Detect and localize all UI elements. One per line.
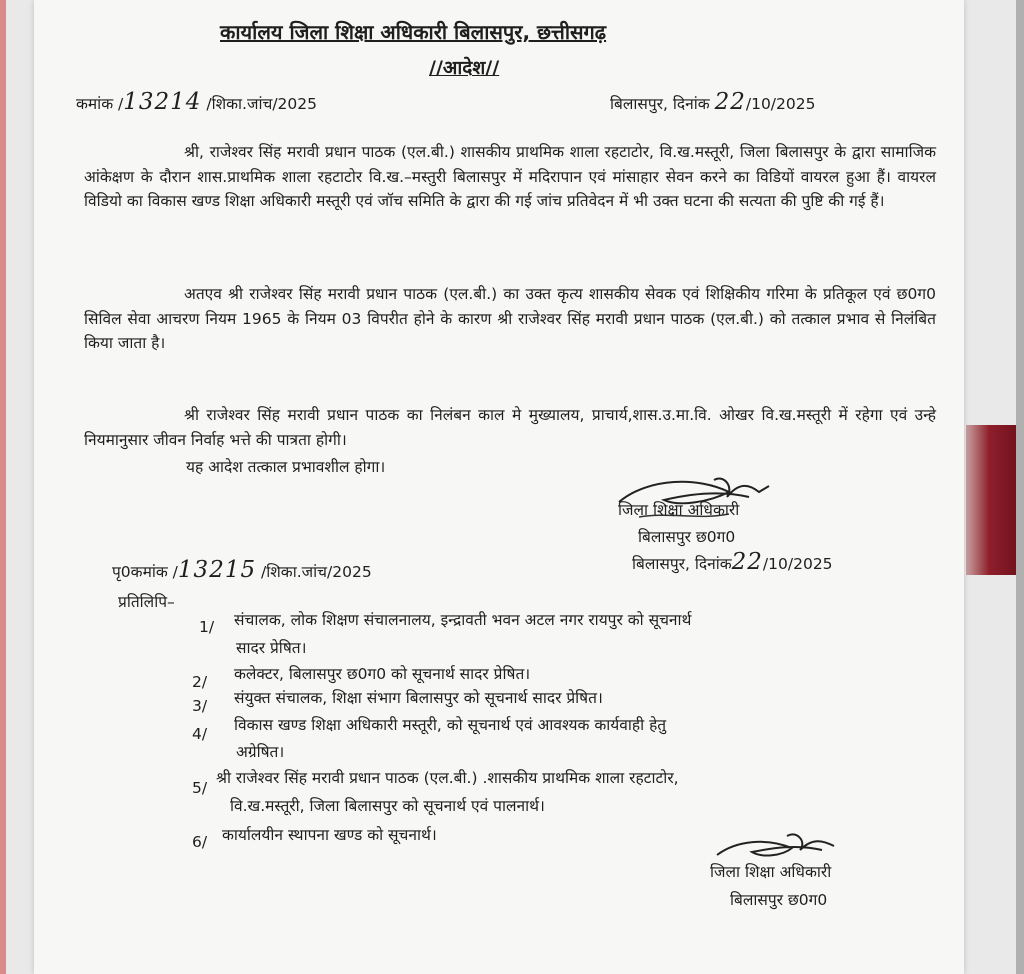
copy-heading: प्रतिलिपि– — [118, 593, 175, 611]
copy-line: कार्यालयीन स्थापना खण्ड को सूचनार्थ। — [222, 826, 437, 844]
paragraph-4: यह आदेश तत्काल प्रभावशील होगा। — [186, 458, 386, 476]
right-border — [1016, 0, 1024, 974]
copy-line: श्री राजेश्वर सिंह मरावी प्रधान पाठक (एल.बी.) .शासकीय प्राथमिक शाला रहटाटोर, — [216, 769, 679, 787]
place-date-label-2: बिलासपुर, दिनांक — [632, 555, 732, 573]
date-day: 22 — [714, 89, 746, 115]
signature-1-designation: जिला शिक्षा अधिकारी — [618, 501, 740, 519]
signature-1-location: बिलासपुर छ0ग0 — [638, 528, 736, 546]
copy-number: 6/ — [192, 833, 208, 851]
copy-line: कलेक्टर, बिलासपुर छ0ग0 को सूचनार्थ सादर प्रेषित। — [234, 665, 531, 683]
ref2-number: 13215 — [177, 557, 257, 583]
date2-day: 22 — [731, 549, 763, 575]
ref2-date — [632, 549, 833, 575]
ref-line-2 — [112, 557, 372, 583]
copy-number: 4/ — [192, 725, 208, 743]
copy-number: 5/ — [192, 779, 208, 797]
left-border — [0, 0, 6, 974]
signature-2-designation: जिला शिक्षा अधिकारी — [710, 863, 832, 881]
copy-line: संयुक्त संचालक, शिक्षा संभाग बिलासपुर को सूचनार्थ सादर प्रेषित। — [234, 689, 603, 707]
copy-line-cont: सादर प्रेषित। — [236, 639, 307, 657]
ref2-suffix: /शिका.जांच/2025 — [261, 563, 372, 581]
copy-number: 3/ — [192, 697, 208, 715]
date2-month-year: /10/2025 — [762, 555, 833, 573]
ref-number: 13214 — [123, 89, 202, 115]
date-month-year: /10/2025 — [745, 95, 816, 113]
place-date-label: बिलासपुर, दिनांक — [610, 95, 710, 113]
copy-number: 1/ — [199, 618, 215, 636]
ref-prefix: कमांक / — [76, 95, 124, 113]
copy-number: 2/ — [192, 673, 208, 691]
copy-line: संचालक, लोक शिक्षण संचालनालय, इन्द्रावती भवन अटल नगर रायपुर को सूचनार्थ — [234, 611, 692, 629]
office-title: कार्यालय जिला शिक्षा अधिकारी बिलासपुर, छत्तीसगढ़ — [220, 20, 607, 44]
ref-line — [76, 89, 318, 115]
document-page — [34, 0, 964, 974]
ref2-prefix: पृ0कमांक / — [112, 563, 178, 581]
paragraph-1: श्री, राजेश्वर सिंह मरावी प्रधान पाठक (एल.बी.) शासकीय प्राथमिक शाला रहटाटोर, वि.ख.मस्तूरी, जिला बिलासपुर के द्वारा सामाजिक आंकेक्षण के दौरान शास.प्राथमिक शाला रहटाटोर वि.ख.–मस्तुरी बिलासपुर में मदिरापान एवं मांसाहार सेवन करने का विडियों वायरल हुआ हैं। वायरल विडियो का विकास खण्ड शिक्षा अधिकारी मस्तूरी एवं जॉच समिति के द्वारा की गई जांच प्रतिवेदन में भी उक्त घटना की सत्यता की पुष्टि की गई हैं। — [84, 143, 936, 210]
ref-suffix: /शिका.जांच/2025 — [206, 95, 318, 113]
paragraph-2: अतएव श्री राजेश्वर सिंह मरावी प्रधान पाठक (एल.बी.) का उक्त कृत्य शासकीय सेवक एवं शिक्षिकीय गरिमा के प्रतिकूल एवं छ0ग0 सिविल सेवा आचरण नियम 1965 के नियम 03 विपरीत होने के कारण श्री राजेश्वर सिंह मरावी प्रधान पाठक (एल.बी.) को तत्काल प्रभाव से निलंबित किया जाता है। — [84, 285, 936, 352]
copy-line-cont: अग्रेषित। — [236, 743, 285, 761]
copy-line-cont: वि.ख.मस्तूरी, जिला बिलासपुर को सूचनार्थ एवं पालनार्थ। — [230, 797, 545, 815]
signature-2-location: बिलासपुर छ0ग0 — [730, 891, 828, 909]
copy-line: विकास खण्ड शिक्षा अधिकारी मस्तूरी, को सूचनार्थ एवं आवश्यक कार्यवाही हेतु — [234, 716, 667, 734]
order-heading: //आदेश// — [429, 57, 500, 79]
ref-date — [610, 89, 816, 115]
paragraph-3: श्री राजेश्वर सिंह मरावी प्रधान पाठक का निलंबन काल मे मुख्यालय, प्राचार्य,शास.उ.मा.वि. ओखर वि.ख.मस्तूरी में रहेगा एवं उन्हे नियमानुसार जीवन निर्वाह भत्ते की पात्रता होगी। — [84, 406, 936, 449]
